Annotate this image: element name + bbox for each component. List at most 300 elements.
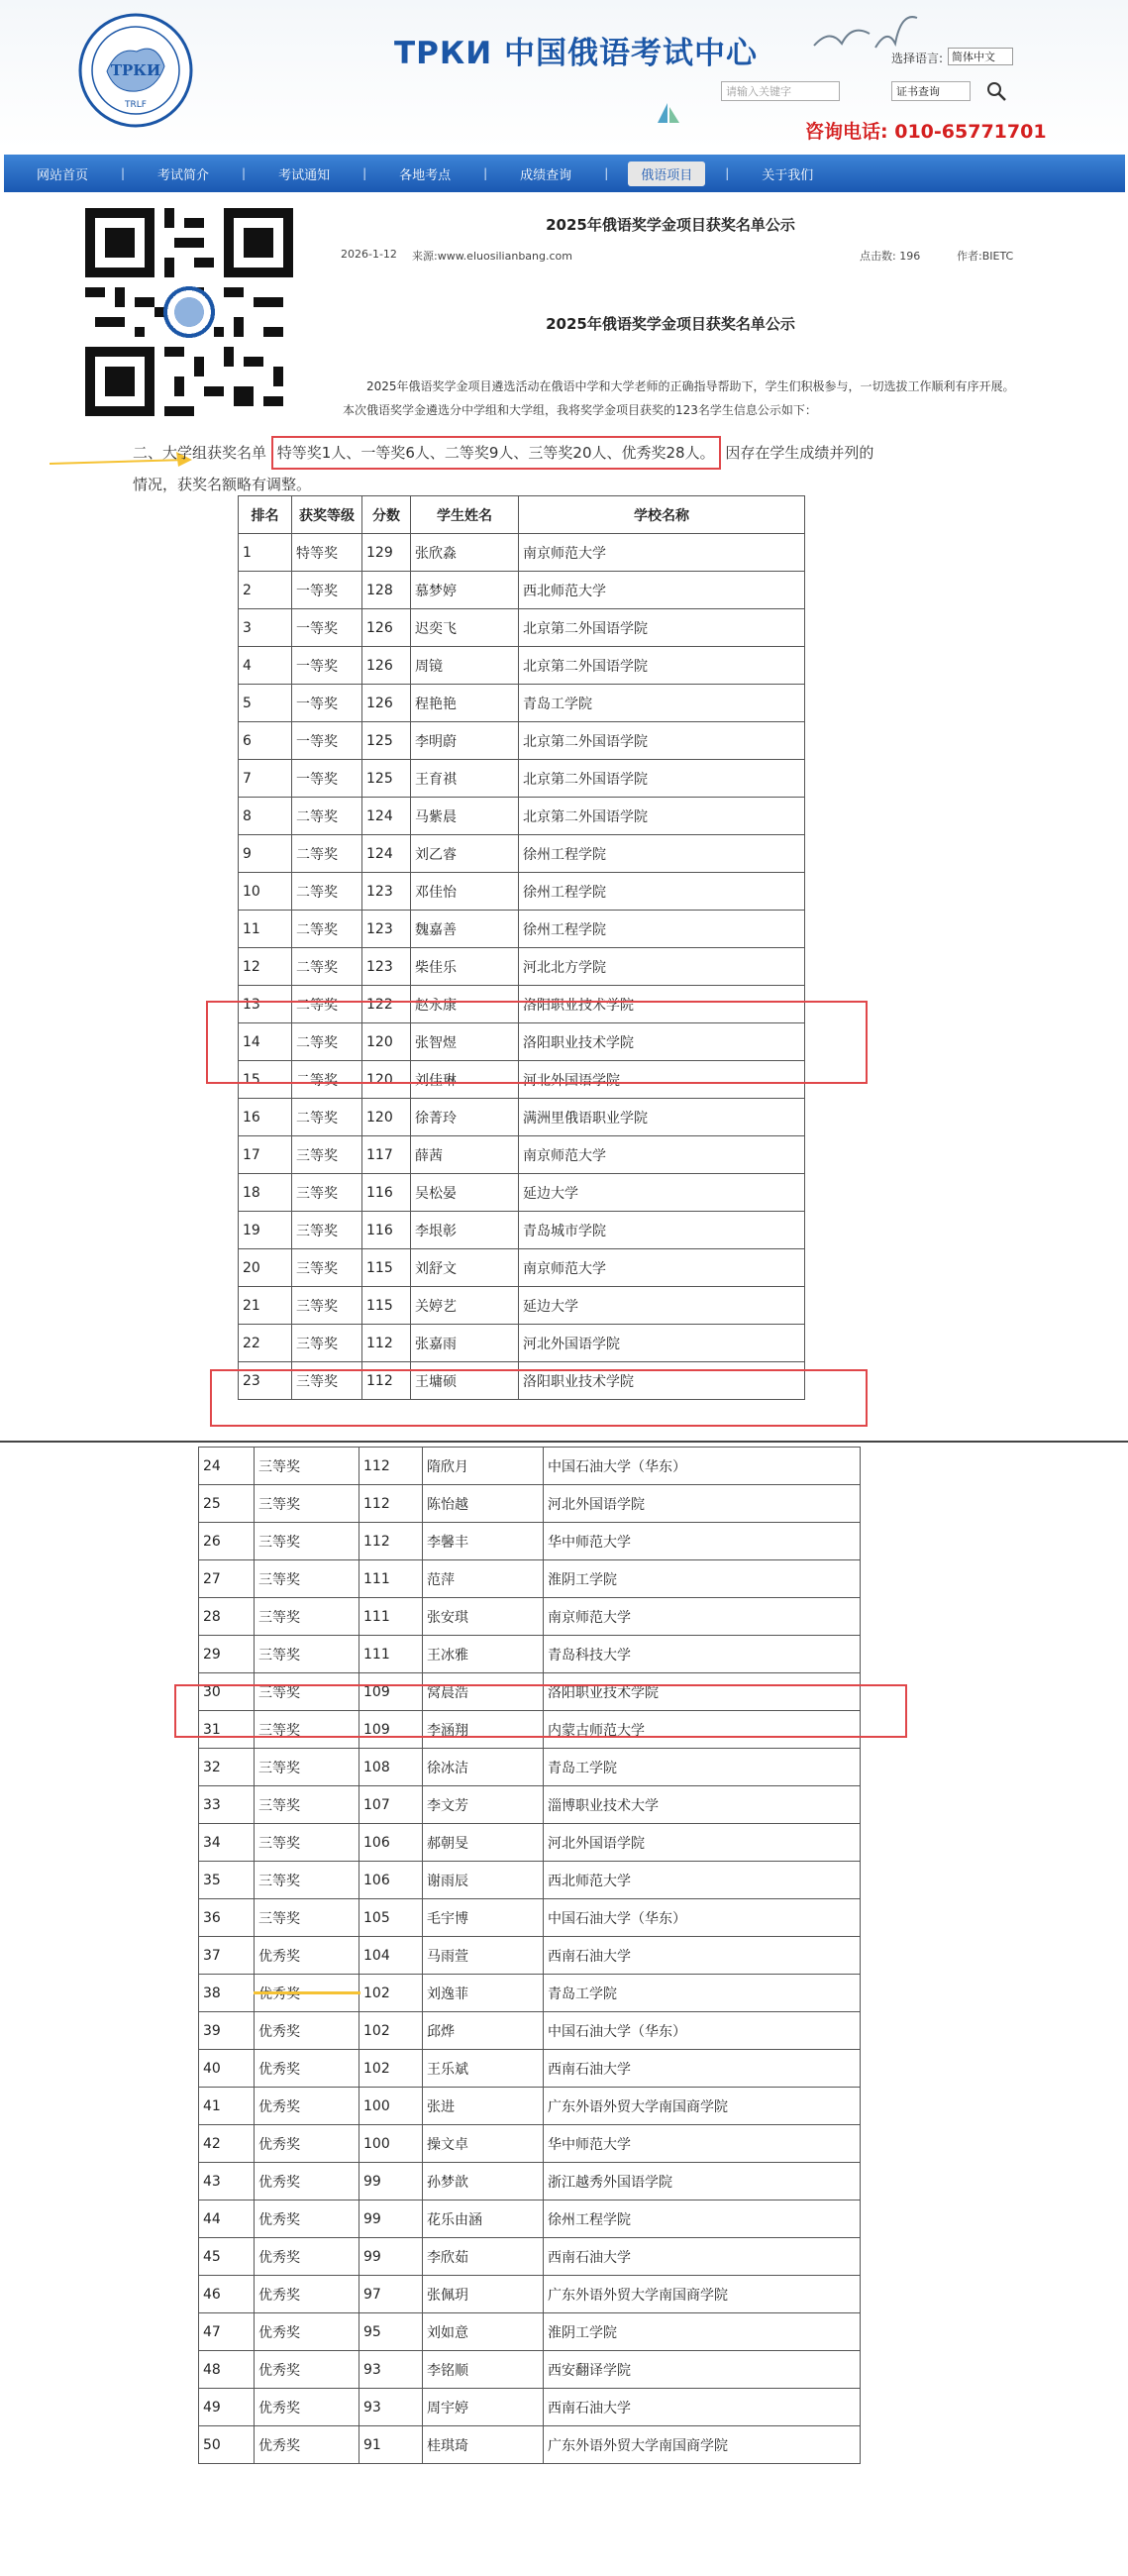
highlight-box	[210, 1369, 868, 1427]
table-row	[199, 2313, 861, 2351]
rank-cell: 35	[199, 1862, 255, 1899]
award-cell: 三等奖	[255, 1448, 359, 1485]
table-row	[199, 2426, 861, 2464]
award-cell: 三等奖	[255, 1560, 359, 1598]
student-name-cell: 马雨萱	[423, 1937, 544, 1975]
award-cell: 优秀奖	[255, 2200, 359, 2238]
rank-cell: 34	[199, 1824, 255, 1862]
score-cell: 97	[359, 2276, 423, 2313]
award-cell: 优秀奖	[255, 2351, 359, 2389]
score-cell: 100	[359, 2125, 423, 2163]
rank-cell: 30	[199, 1673, 255, 1711]
school-cell: 西南石油大学	[544, 2238, 861, 2276]
award-cell: 优秀奖	[255, 2088, 359, 2125]
student-name-cell: 王乐斌	[423, 2050, 544, 2088]
site-header	[0, 0, 1128, 149]
school-cell: 南京师范大学	[544, 1598, 861, 1636]
nav-russian-programs[interactable]: 俄语项目	[628, 161, 705, 186]
school-cell: 延边大学	[519, 1287, 805, 1325]
school-cell: 青岛工学院	[519, 685, 805, 722]
rank-cell: 10	[239, 873, 292, 911]
score-cell: 102	[359, 2050, 423, 2088]
student-name-cell: 李涵翔	[423, 1711, 544, 1749]
award-cell: 优秀奖	[255, 2050, 359, 2088]
school-cell: 徐州工程学院	[519, 835, 805, 873]
award-cell: 二等奖	[292, 1099, 362, 1136]
rank-cell: 36	[199, 1899, 255, 1937]
school-cell: 青岛科技大学	[544, 1636, 861, 1673]
results-table-top	[238, 495, 805, 1400]
sailboat-icon	[654, 99, 683, 129]
rank-cell: 43	[199, 2163, 255, 2200]
score-cell: 124	[362, 798, 411, 835]
award-cell: 优秀奖	[255, 2426, 359, 2464]
table-row	[199, 1485, 861, 1523]
school-cell: 徐州工程学院	[519, 911, 805, 948]
table-row	[199, 2276, 861, 2313]
score-cell: 128	[362, 572, 411, 609]
table-row	[239, 798, 805, 835]
svg-text:ТРКИ: ТРКИ	[110, 61, 161, 79]
rank-cell: 29	[199, 1636, 255, 1673]
school-cell: 徐州工程学院	[544, 2200, 861, 2238]
score-cell: 93	[359, 2351, 423, 2389]
student-name-cell: 张佩玥	[423, 2276, 544, 2313]
section-paragraph	[133, 436, 885, 499]
language-label: 选择语言:	[891, 52, 944, 65]
table-row	[239, 1099, 805, 1136]
table-row	[239, 911, 805, 948]
nav-separator: |	[725, 166, 730, 180]
student-name-cell: 张进	[423, 2088, 544, 2125]
main-nav	[4, 155, 1125, 192]
table-row	[239, 1212, 805, 1249]
score-cell: 108	[359, 1749, 423, 1786]
student-name-cell: 王育祺	[411, 760, 519, 798]
award-cell: 三等奖	[255, 1711, 359, 1749]
student-name-cell: 徐冰洁	[423, 1749, 544, 1786]
score-cell: 106	[359, 1862, 423, 1899]
school-cell: 北京第二外国语学院	[519, 798, 805, 835]
table-row	[199, 1786, 861, 1824]
student-name-cell: 刘逸菲	[423, 1975, 544, 2012]
table-row	[239, 1174, 805, 1212]
school-cell: 华中师范大学	[544, 2125, 861, 2163]
student-name-cell: 李明蔚	[411, 722, 519, 760]
award-cell: 二等奖	[292, 986, 362, 1023]
award-cell: 优秀奖	[255, 2313, 359, 2351]
table-row	[239, 1325, 805, 1362]
score-cell: 104	[359, 1937, 423, 1975]
award-cell: 优秀奖	[255, 2276, 359, 2313]
award-cell: 三等奖	[255, 1485, 359, 1523]
school-cell: 中国石油大学（华东）	[544, 1448, 861, 1485]
award-cell: 优秀奖	[255, 2125, 359, 2163]
score-cell: 102	[359, 1975, 423, 2012]
score-cell: 112	[362, 1362, 411, 1400]
award-cell: 三等奖	[255, 1862, 359, 1899]
student-name-cell: 魏嘉善	[411, 911, 519, 948]
award-cell: 优秀奖	[255, 2389, 359, 2426]
student-name-cell: 王冰雅	[423, 1636, 544, 1673]
school-cell: 河北外国语学院	[519, 1325, 805, 1362]
table-row	[199, 2050, 861, 2088]
award-cell: 二等奖	[292, 1061, 362, 1099]
score-cell: 111	[359, 1636, 423, 1673]
nav-score-query[interactable]: 成绩查询	[520, 167, 572, 183]
highlight-box	[174, 1684, 907, 1738]
table-row	[199, 1598, 861, 1636]
school-cell: 河北外国语学院	[544, 1824, 861, 1862]
score-cell: 126	[362, 647, 411, 685]
rank-cell: 7	[239, 760, 292, 798]
student-name-cell: 李欣茹	[423, 2238, 544, 2276]
school-cell: 河北外国语学院	[544, 1485, 861, 1523]
student-name-cell: 刘乙睿	[411, 835, 519, 873]
score-cell: 91	[359, 2426, 423, 2464]
score-cell: 120	[362, 1023, 411, 1061]
highlight-box	[206, 1001, 868, 1084]
nav-separator: |	[242, 166, 247, 180]
award-cell: 三等奖	[255, 1786, 359, 1824]
table-row	[199, 2088, 861, 2125]
school-cell: 满洲里俄语职业学院	[519, 1099, 805, 1136]
award-cell: 三等奖	[255, 1598, 359, 1636]
student-name-cell: 邱烨	[423, 2012, 544, 2050]
score-cell: 112	[362, 1325, 411, 1362]
search-input[interactable]: 请输入关键字	[721, 81, 840, 101]
award-cell: 三等奖	[292, 1362, 362, 1400]
rank-cell: 48	[199, 2351, 255, 2389]
school-cell: 南京师范大学	[519, 534, 805, 572]
score-cell: 126	[362, 685, 411, 722]
award-cell: 二等奖	[292, 873, 362, 911]
school-cell: 北京第二外国语学院	[519, 722, 805, 760]
table-row	[199, 1937, 861, 1975]
student-name-cell: 张智煜	[411, 1023, 519, 1061]
score-cell: 106	[359, 1824, 423, 1862]
school-cell: 中国石油大学（华东）	[544, 2012, 861, 2050]
nav-exam-intro[interactable]: 考试简介	[157, 167, 210, 183]
student-name-cell: 刘如意	[423, 2313, 544, 2351]
rank-cell: 45	[199, 2238, 255, 2276]
rank-cell: 24	[199, 1448, 255, 1485]
rank-cell: 6	[239, 722, 292, 760]
results-table-bottom	[198, 1447, 861, 2464]
nav-separator: |	[604, 166, 609, 180]
search-icon[interactable]	[984, 79, 1008, 103]
rank-cell: 2	[239, 572, 292, 609]
score-cell: 99	[359, 2200, 423, 2238]
student-name-cell: 郝朝旻	[423, 1824, 544, 1862]
student-name-cell: 李垠彰	[411, 1212, 519, 1249]
school-cell: 河北北方学院	[519, 948, 805, 986]
rank-cell: 42	[199, 2125, 255, 2163]
hotline-number: 010-65771701	[894, 121, 1047, 143]
award-cell: 一等奖	[292, 572, 362, 609]
score-cell: 123	[362, 911, 411, 948]
rank-cell: 15	[239, 1061, 292, 1099]
rank-cell: 40	[199, 2050, 255, 2088]
score-cell: 116	[362, 1174, 411, 1212]
student-name-cell: 李文芳	[423, 1786, 544, 1824]
school-cell: 广东外语外贸大学南国商学院	[544, 2276, 861, 2313]
table-row	[199, 1523, 861, 1560]
table-row	[199, 2200, 861, 2238]
rank-cell: 49	[199, 2389, 255, 2426]
student-name-cell: 周镜	[411, 647, 519, 685]
section-suffix: 因存在学生成绩并列的情况，获奖名额略有调整。	[133, 444, 874, 493]
school-cell: 洛阳职业技术学院	[519, 1023, 805, 1061]
school-cell: 内蒙古师范大学	[544, 1711, 861, 1749]
nav-separator: |	[362, 166, 367, 180]
award-cell: 特等奖	[292, 534, 362, 572]
award-cell: 三等奖	[292, 1287, 362, 1325]
table-row	[239, 760, 805, 798]
school-cell: 延边大学	[519, 1174, 805, 1212]
score-cell: 123	[362, 873, 411, 911]
score-cell: 112	[359, 1523, 423, 1560]
table-row	[239, 1136, 805, 1174]
rank-cell: 46	[199, 2276, 255, 2313]
rank-cell: 44	[199, 2200, 255, 2238]
rank-cell: 33	[199, 1786, 255, 1824]
nav-separator: |	[121, 166, 126, 180]
school-cell: 洛阳职业技术学院	[519, 1362, 805, 1400]
student-name-cell: 范萍	[423, 1560, 544, 1598]
school-cell: 淮阴工学院	[544, 2313, 861, 2351]
rank-cell: 39	[199, 2012, 255, 2050]
student-name-cell: 赵永康	[411, 986, 519, 1023]
table-row	[239, 685, 805, 722]
school-cell: 淮阴工学院	[544, 1560, 861, 1598]
trki-logo[interactable]	[77, 12, 194, 129]
hotline	[805, 117, 1047, 144]
student-name-cell: 慕梦婷	[411, 572, 519, 609]
table-row	[199, 2351, 861, 2389]
rank-cell: 32	[199, 1749, 255, 1786]
award-cell: 一等奖	[292, 609, 362, 647]
table-row	[239, 647, 805, 685]
school-cell: 西北师范大学	[544, 1862, 861, 1899]
award-cell: 一等奖	[292, 760, 362, 798]
student-name-cell: 谢雨辰	[423, 1862, 544, 1899]
school-cell: 南京师范大学	[519, 1136, 805, 1174]
score-cell: 116	[362, 1212, 411, 1249]
award-cell: 三等奖	[292, 1174, 362, 1212]
article-intro: 2025年俄语奖学金项目遴选活动在俄语中学和大学老师的正确指导帮助下，学生们积极参与，一切选拔工作顺利有序开展。本次俄语奖学金遴选分中学组和大学组，我将奖学金项目获奖的123名学生信息公示如下：	[343, 379, 1015, 417]
rank-cell: 3	[239, 609, 292, 647]
table-row	[199, 2238, 861, 2276]
school-cell: 中国石油大学（华东）	[544, 1899, 861, 1937]
student-name-cell: 张安琪	[423, 1598, 544, 1636]
article-author: 作者:BIETC	[957, 250, 1014, 263]
certificate-query-select[interactable]: 证书查询	[891, 81, 971, 101]
score-cell: 112	[359, 1485, 423, 1523]
student-name-cell: 隋欣月	[423, 1448, 544, 1485]
score-cell: 125	[362, 722, 411, 760]
student-name-cell: 关婷艺	[411, 1287, 519, 1325]
student-name-cell: 窝晨浩	[423, 1673, 544, 1711]
award-cell: 三等奖	[255, 1523, 359, 1560]
award-cell: 二等奖	[292, 798, 362, 835]
rank-cell: 26	[199, 1523, 255, 1560]
school-cell: 青岛城市学院	[519, 1212, 805, 1249]
table-header-row	[239, 496, 805, 534]
article-source[interactable]: 来源:www.eluosilianbang.com	[412, 250, 572, 263]
score-cell: 100	[359, 2088, 423, 2125]
student-name-cell: 吴松晏	[411, 1174, 519, 1212]
student-name-cell: 花乐由涵	[423, 2200, 544, 2238]
section-prefix: 二、大学组获奖名单	[133, 444, 267, 462]
school-cell: 徐州工程学院	[519, 873, 805, 911]
qr-code-image	[85, 208, 293, 416]
table-row	[239, 609, 805, 647]
award-cell: 三等奖	[255, 1636, 359, 1673]
award-cell: 优秀奖	[255, 1937, 359, 1975]
award-cell: 二等奖	[292, 835, 362, 873]
rank-cell: 16	[239, 1099, 292, 1136]
table-row	[199, 1824, 861, 1862]
school-cell: 青岛工学院	[544, 1749, 861, 1786]
rank-cell: 31	[199, 1711, 255, 1749]
award-cell: 二等奖	[292, 1023, 362, 1061]
table-row	[239, 873, 805, 911]
student-name-cell: 李铭顺	[423, 2351, 544, 2389]
article-subtitle: 2025年俄语奖学金项目获奖名单公示	[546, 315, 795, 333]
school-cell: 西南石油大学	[544, 2389, 861, 2426]
award-cell: 三等奖	[255, 1824, 359, 1862]
award-counts-highlight: 特等奖1人、一等奖6人、二等奖9人、三等奖20人、优秀奖28人。	[271, 436, 721, 470]
rank-cell: 14	[239, 1023, 292, 1061]
score-cell: 109	[359, 1711, 423, 1749]
rank-cell: 41	[199, 2088, 255, 2125]
award-cell: 一等奖	[292, 685, 362, 722]
nav-exam-notice[interactable]: 考试通知	[278, 167, 331, 183]
rank-cell: 23	[239, 1362, 292, 1400]
article-title: 2025年俄语奖学金项目获奖名单公示	[546, 216, 795, 234]
school-cell: 广东外语外贸大学南国商学院	[544, 2088, 861, 2125]
nav-home[interactable]: 网站首页	[36, 167, 88, 183]
student-name-cell: 邓佳怡	[411, 873, 519, 911]
nav-separator: |	[483, 166, 488, 180]
score-cell: 123	[362, 948, 411, 986]
student-name-cell: 徐菁玲	[411, 1099, 519, 1136]
award-cell: 二等奖	[292, 948, 362, 986]
student-name-cell: 张欣淼	[411, 534, 519, 572]
rank-cell: 47	[199, 2313, 255, 2351]
col-header-award: 获奖等级	[292, 496, 362, 534]
rank-cell: 17	[239, 1136, 292, 1174]
score-cell: 99	[359, 2163, 423, 2200]
table-row	[199, 1862, 861, 1899]
student-name-cell: 张嘉雨	[411, 1325, 519, 1362]
score-cell: 99	[359, 2238, 423, 2276]
student-name-cell: 孙梦歆	[423, 2163, 544, 2200]
score-cell: 93	[359, 2389, 423, 2426]
award-cell: 三等奖	[292, 1212, 362, 1249]
table-row	[239, 722, 805, 760]
student-name-cell: 柴佳乐	[411, 948, 519, 986]
school-cell: 北京第二外国语学院	[519, 647, 805, 685]
student-name-cell: 李馨丰	[423, 1523, 544, 1560]
score-cell: 109	[359, 1673, 423, 1711]
table-row	[199, 2012, 861, 2050]
student-name-cell: 陈怡越	[423, 1485, 544, 1523]
rank-cell: 37	[199, 1937, 255, 1975]
school-cell: 西南石油大学	[544, 2050, 861, 2088]
rank-cell: 27	[199, 1560, 255, 1598]
award-cell: 一等奖	[292, 722, 362, 760]
table-row	[239, 835, 805, 873]
nav-test-centers[interactable]: 各地考点	[399, 167, 452, 183]
student-name-cell: 周宇婷	[423, 2389, 544, 2426]
rank-cell: 20	[239, 1249, 292, 1287]
award-cell: 优秀奖	[255, 2012, 359, 2050]
rank-cell: 12	[239, 948, 292, 986]
score-cell: 129	[362, 534, 411, 572]
award-cell: 三等奖	[255, 1899, 359, 1937]
award-cell: 三等奖	[292, 1325, 362, 1362]
col-header-rank: 排名	[239, 496, 292, 534]
school-cell: 广东外语外贸大学南国商学院	[544, 2426, 861, 2464]
award-cell: 三等奖	[292, 1249, 362, 1287]
school-cell: 西南石油大学	[544, 1937, 861, 1975]
award-cell: 三等奖	[292, 1136, 362, 1174]
table-row	[199, 2389, 861, 2426]
table-row	[199, 2163, 861, 2200]
award-cell: 三等奖	[255, 1749, 359, 1786]
rank-cell: 19	[239, 1212, 292, 1249]
award-cell: 优秀奖	[255, 2238, 359, 2276]
award-cell: 优秀奖	[255, 2163, 359, 2200]
rank-cell: 8	[239, 798, 292, 835]
rank-cell: 21	[239, 1287, 292, 1325]
school-cell: 青岛工学院	[544, 1975, 861, 2012]
table-row	[239, 948, 805, 986]
school-cell: 浙江越秀外国语学院	[544, 2163, 861, 2200]
score-cell: 117	[362, 1136, 411, 1174]
school-cell: 华中师范大学	[544, 1523, 861, 1560]
school-cell: 西北师范大学	[519, 572, 805, 609]
seagull-icon	[812, 18, 872, 57]
score-cell: 120	[362, 1099, 411, 1136]
rank-cell: 22	[239, 1325, 292, 1362]
col-header-score: 分数	[362, 496, 411, 534]
table-row	[199, 2125, 861, 2163]
rank-cell: 4	[239, 647, 292, 685]
student-name-cell: 马紫晨	[411, 798, 519, 835]
table-row	[239, 1287, 805, 1325]
award-cell: 一等奖	[292, 647, 362, 685]
nav-about-us[interactable]: 关于我们	[762, 167, 814, 183]
rank-cell: 13	[239, 986, 292, 1023]
language-select[interactable]: 简体中文	[948, 48, 1013, 65]
score-cell: 126	[362, 609, 411, 647]
score-cell: 95	[359, 2313, 423, 2351]
student-name-cell: 毛宇博	[423, 1899, 544, 1937]
col-header-school: 学校名称	[519, 496, 805, 534]
score-cell: 107	[359, 1786, 423, 1824]
article-views: 点击数: 196	[860, 250, 921, 263]
table-row	[199, 1636, 861, 1673]
student-name-cell: 迟奕飞	[411, 609, 519, 647]
table-row	[199, 1448, 861, 1485]
col-header-name: 学生姓名	[411, 496, 519, 534]
award-cell: 三等奖	[255, 1673, 359, 1711]
score-cell: 105	[359, 1899, 423, 1937]
table-row	[199, 1749, 861, 1786]
